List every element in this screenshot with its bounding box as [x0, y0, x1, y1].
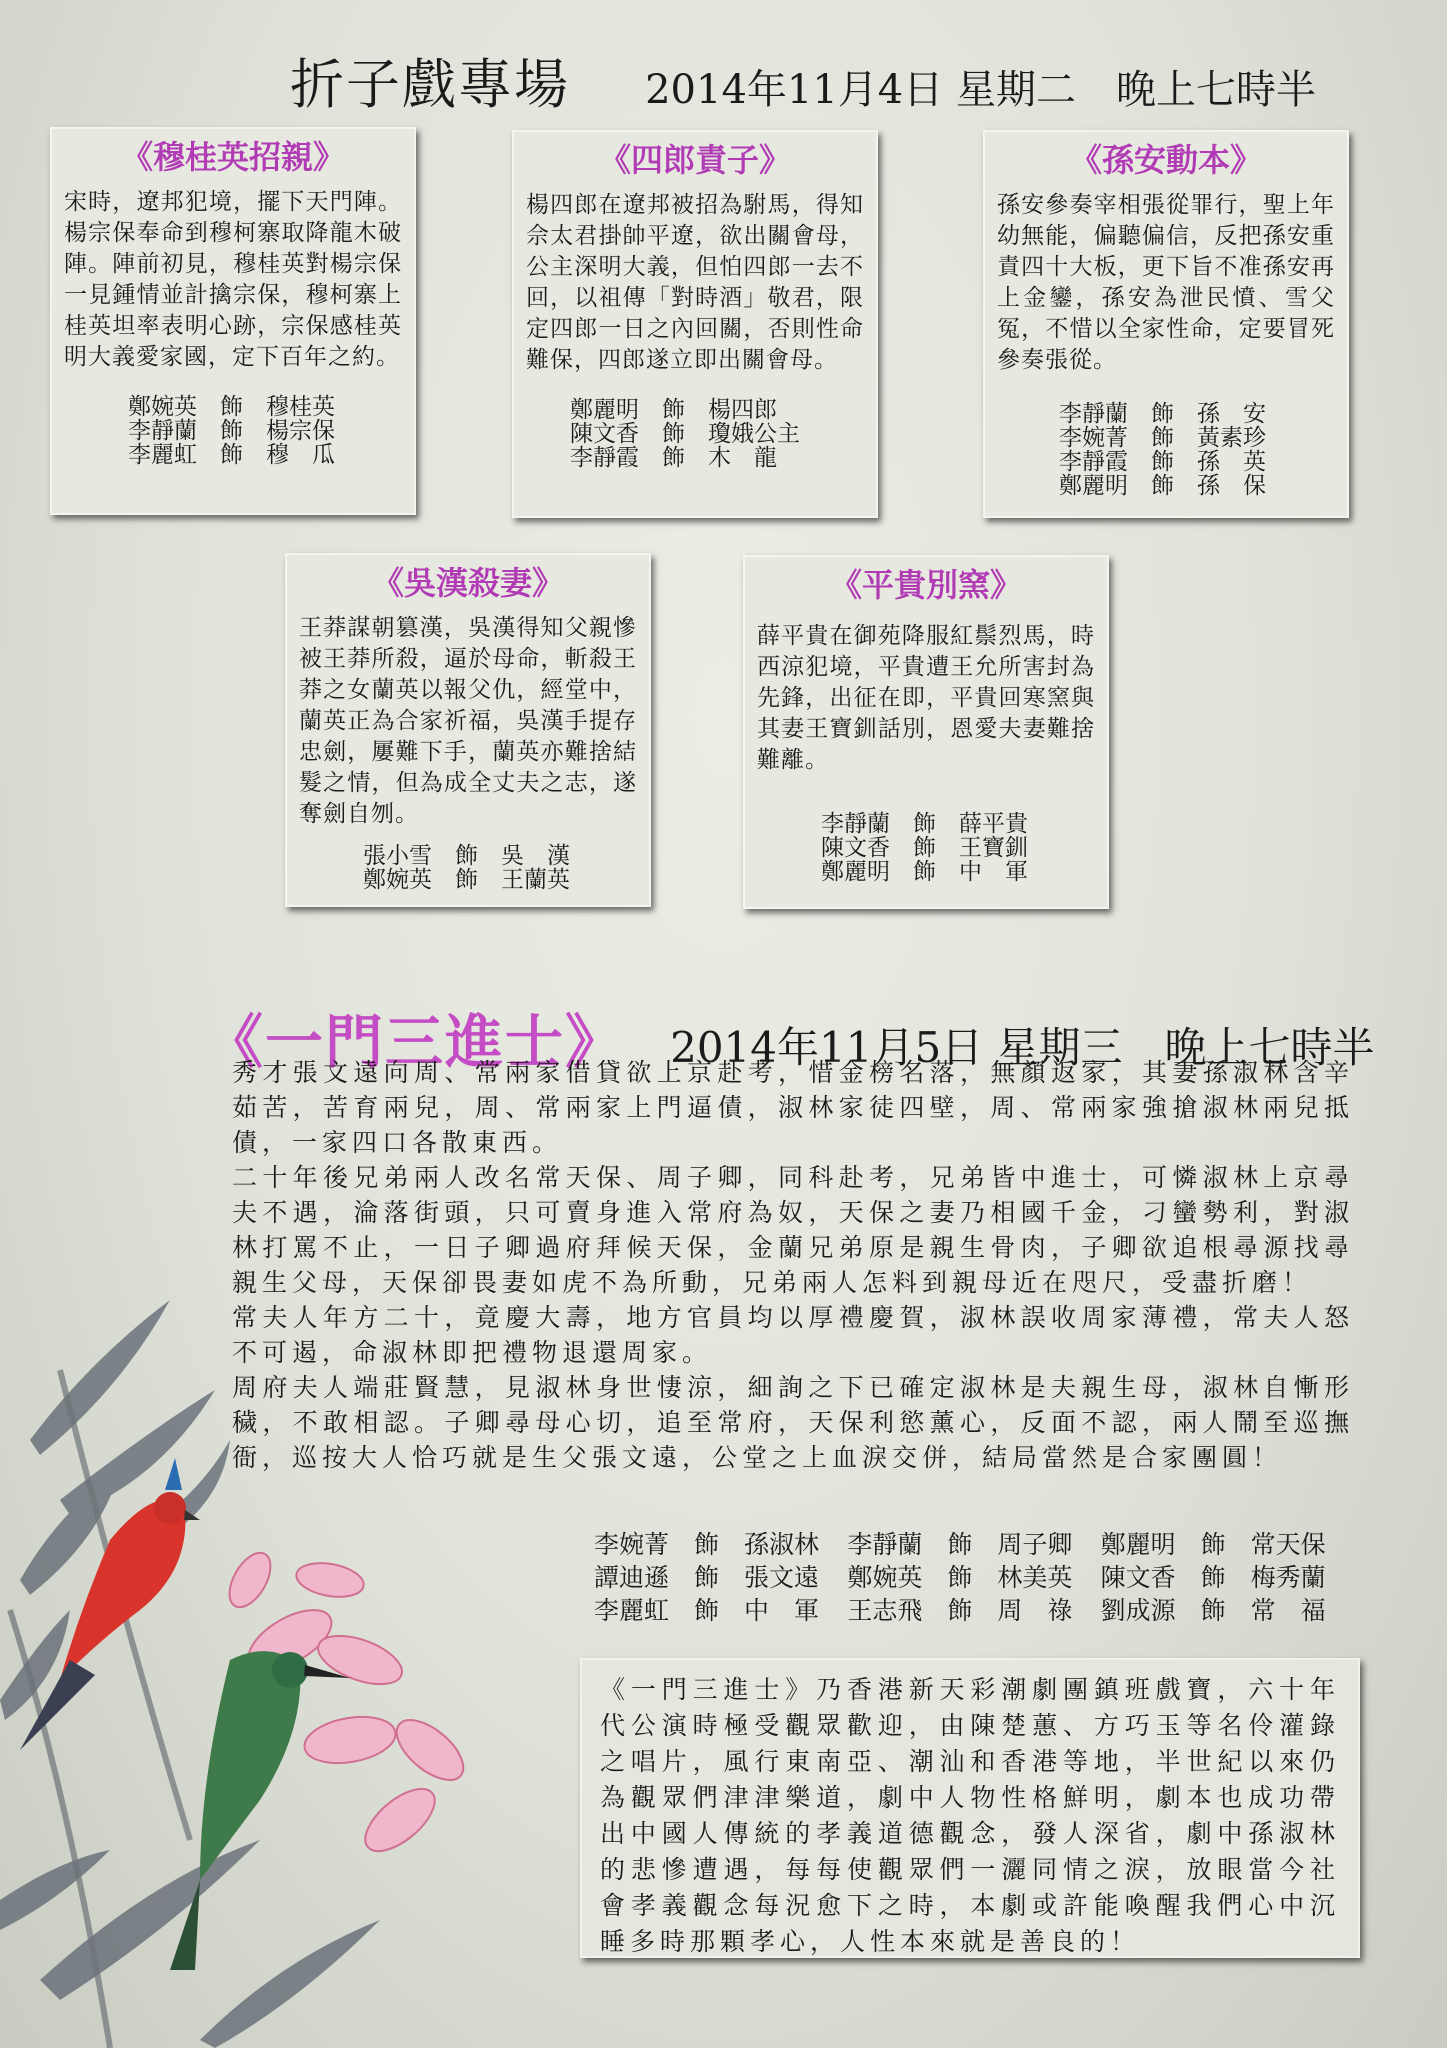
- excerpt-card: [285, 553, 651, 907]
- cast-line: 李靜蘭 飾 孫 安: [1059, 401, 1266, 427]
- excerpt-synopsis: 薛平貴在御苑降服紅鬃烈馬，時西涼犯境，平貴遭王允所害封為先鋒，出征在即，平貴回寒窯與其妻王寶釧話別，恩愛夫妻難捨難離。: [757, 623, 1095, 773]
- cast-line: 李婉菁 飾 黃素珍: [1059, 425, 1266, 451]
- cast-line: 李靜蘭 飾 薛平貴: [821, 811, 1028, 837]
- cast-line: 李靜霞 飾 孫 英: [1059, 449, 1266, 475]
- show-date: 2014年11月4日 星期二 晚上七時半: [645, 67, 1316, 113]
- page-title: 折子戲專場: [290, 53, 570, 116]
- cast-line: 鄭婉英 飾 穆桂英: [128, 394, 335, 420]
- cast-line: 陳文香 飾 王寶釧: [821, 835, 1028, 861]
- cast-row: [594, 1561, 1354, 1594]
- cast-line: 李靜霞 飾 木 龍: [570, 445, 777, 471]
- cast-line: 陳文香 飾 瓊娥公主: [570, 421, 800, 447]
- cast-line: 鄭麗明 飾 中 軍: [821, 859, 1028, 885]
- synopsis-paragraph: 周府夫人端莊賢慧，見淑林身世悽涼，細詢之下已確定淑林是夫親生母，淑林自慚形穢，不敢相認。子卿尋母心切，追至常府，天保利慾薰心，反面不認，兩人鬧至巡撫衙，巡按大人恰巧就是生父張文遠，公堂之上血淚交併，結局當然是合家團圓！: [232, 1373, 1354, 1472]
- cast-line: 張小雪 飾 吳 漢: [363, 843, 570, 869]
- cast-entry: 王志飛 飾 周 祿: [847, 1596, 1073, 1625]
- excerpt-synopsis: 孫安參奏宰相張從罪行，聖上年幼無能，偏聽偏信，反把孫安重責四十大板，更下旨不准孫安再上金鑾，孫安為泄民憤、雪父冤，不惜以全家性命，定要冒死參奏張從。: [997, 192, 1335, 373]
- feature-cast-list: [594, 1528, 1354, 1627]
- excerpt-card: [983, 130, 1349, 518]
- synopsis-paragraph: 二十年後兄弟兩人改名常天保、周子卿，同科赴考，兄弟皆中進士，可憐淑林上京尋夫不遇，淪落街頭，只可賣身進入常府為奴，天保之妻乃相國千金，刁蠻勢利，對淑林打罵不止，一日子卿過府拜候天保，金蘭兄弟原是親生骨肉，子卿欲追根尋源找尋親生父母，天保卻畏妻如虎不為所動，兄弟兩人怎料到親母近在咫尺，受盡折磨！: [232, 1163, 1354, 1297]
- excerpt-cast: [287, 844, 649, 892]
- feature-note: 《一門三進士》乃香港新天彩潮劇團鎮班戲寶，六十年代公演時極受觀眾歡迎，由陳楚蕙、方巧玉等名伶灌錄之唱片，風行東南亞、潮汕和香港等地，半世紀以來仍為觀眾們津津樂道，劇中人物性格鮮明，劇本也成功帶出中國人傳統的孝義道德觀念，發人深省，劇中孫淑林的悲慘遭遇，每每使觀眾們一灑同情之淚，放眼當今社會孝義觀念每況愈下之時，本劇或許能喚醒我們心中沉睡多時那顆孝心，人性本來就是善良的！: [580, 1658, 1360, 1958]
- cast-entry: 李麗虹 飾 中 軍: [594, 1596, 820, 1625]
- excerpt-cast: [52, 395, 414, 467]
- cast-entry: 李婉菁 飾 孫淑林: [594, 1530, 820, 1559]
- red-bird: [20, 1458, 200, 1750]
- excerpt-cast: [514, 398, 876, 470]
- feature-date: 2014年11月5日 星期三 晚上七時半: [670, 1023, 1375, 1072]
- bird-flower-painting: [0, 1280, 580, 2048]
- cast-entry: 劉成源 飾 常 福: [1100, 1596, 1326, 1625]
- cast-entry: 譚迪遜 飾 張文遠: [594, 1563, 820, 1592]
- excerpt-card: [512, 130, 878, 518]
- cast-entry: 鄭麗明 飾 常天保: [1100, 1530, 1326, 1559]
- page-header: [290, 42, 1316, 119]
- cast-line: 鄭麗明 飾 楊四郎: [570, 397, 777, 423]
- excerpt-synopsis: 楊四郎在遼邦被招為駙馬，得知佘太君掛帥平遼，欲出關會母，公主深明大義，但怕四郎一去不回，以祖傳「對時酒」敬君，限定四郎一日之內回關，否則性命難保，四郎遂立即出關會母。: [526, 192, 864, 373]
- excerpt-title: 《孫安動本》: [1069, 141, 1262, 179]
- cast-line: 鄭婉英 飾 王蘭英: [363, 867, 570, 893]
- feature-title: 《一門三進士》: [205, 1008, 626, 1076]
- excerpt-cast: [985, 402, 1347, 498]
- synopsis-paragraph: 秀才張文遠向周、常兩家借貸欲上京赴考，惜金榜名落，無顏返家，其妻孫淑林含辛茹苦，苦育兩兒，周、常兩家上門逼債，淑林家徒四壁，周、常兩家強搶淑林兩兒抵債，一家四口各散東西。: [232, 1058, 1354, 1157]
- cast-row: [594, 1594, 1354, 1627]
- cast-entry: 李靜蘭 飾 周子卿: [847, 1530, 1073, 1559]
- excerpt-title: 《穆桂英招親》: [120, 138, 345, 176]
- cast-line: 鄭麗明 飾 孫 保: [1059, 473, 1266, 499]
- excerpt-title: 《吳漢殺妻》: [371, 564, 564, 602]
- excerpt-card: [743, 555, 1109, 909]
- excerpt-title: 《平貴別窯》: [829, 566, 1022, 604]
- green-bird: [170, 1651, 350, 1970]
- cast-entry: 鄭婉英 飾 林美英: [847, 1563, 1073, 1592]
- cast-row: [594, 1528, 1354, 1561]
- cast-line: 李麗虹 飾 穆 瓜: [128, 442, 335, 468]
- cast-entry: 陳文香 飾 梅秀蘭: [1100, 1563, 1326, 1592]
- excerpt-title: 《四郎責子》: [598, 141, 791, 179]
- excerpt-synopsis: 王莽謀朝篡漢，吳漢得知父親慘被王莽所殺，逼於母命，斬殺王莽之女蘭英以報父仇，經堂中，蘭英正為合家祈福，吳漢手提存忠劍，屢難下手，蘭英亦難捨結髮之情，但為成全丈夫之志，遂奪劍自刎。: [299, 615, 637, 827]
- cast-line: 李靜蘭 飾 楊宗保: [128, 418, 335, 444]
- excerpt-card: [50, 127, 416, 515]
- synopsis-paragraph: 常夫人年方二十，竟慶大壽，地方官員均以厚禮慶賀，淑林誤收周家薄禮，常夫人怒不可遏，命淑林即把禮物退還周家。: [232, 1303, 1354, 1367]
- excerpt-cast: [745, 812, 1107, 884]
- excerpt-synopsis: 宋時，遼邦犯境，擺下天門陣。楊宗保奉命到穆柯寨取降龍木破陣。陣前初見，穆桂英對楊宗保一見鍾情並計擒宗保，穆柯寨上桂英坦率表明心跡，宗保感桂英明大義愛家國，定下百年之約。: [64, 189, 402, 370]
